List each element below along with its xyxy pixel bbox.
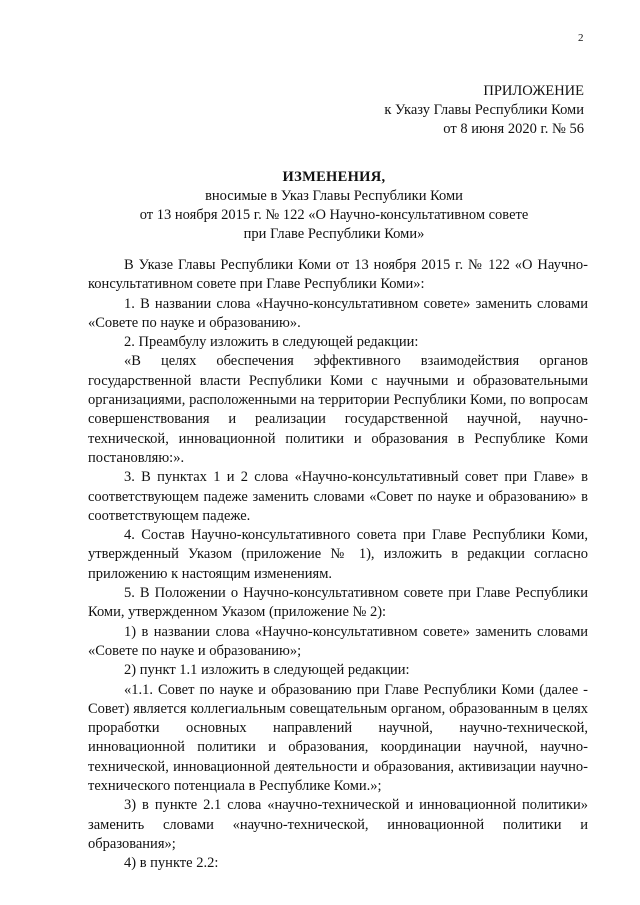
paragraph: 2. Преамбулу изложить в следующей редакции: — [124, 334, 419, 351]
paragraph: 2) пункт 1.1 изложить в следующей редакции: — [124, 662, 410, 679]
paragraph: 3) в пункте 2.1 слова «научно-технической и инновационной политики» заменить словами «научно-технической, инновационной политики и образования»; — [88, 797, 588, 852]
document-heading — [80, 168, 588, 244]
paragraph: 4. Состав Научно-консультативного совета при Главе Республики Коми, утвержденный Указом (приложение № 1), изложить в редакции согласно приложению к настоящим изменениям. — [88, 527, 588, 582]
paragraph: 3. В пунктах 1 и 2 слова «Научно-консультативный совет при Главе» в соответствующем падеже заменить словами «Совет по науке и образованию» в соответствующем падеже. — [88, 469, 588, 524]
appendix-decree-date: от 8 июня 2020 г. № 56 — [443, 121, 584, 137]
paragraph: 4) в пункте 2.2: — [124, 855, 219, 872]
heading-title: ИЗМЕНЕНИЯ, — [282, 169, 386, 185]
paragraph: В Указе Главы Республики Коми от 13 ноября 2015 г. № 122 «О Научно-консультативном совете при Главе Республики Коми»: — [88, 257, 588, 293]
document-body — [88, 256, 588, 874]
appendix-block — [384, 82, 584, 139]
appendix-decree-ref: к Указу Главы Республики Коми — [384, 102, 584, 118]
heading-line-3: при Главе Республики Коми» — [243, 226, 425, 242]
paragraph: 1. В названии слова «Научно-консультативном совете» заменить словами «Совете по науке и образованию». — [88, 295, 588, 331]
paragraph: «В целях обеспечения эффективного взаимодействия органов государственной власти Республики Коми с научными и образовательными организациями, расположенными на территории Республики Коми, по вопросам совершенствования и реализации государственной научной, научно-технической, инновационной политики и образования в Республике Коми постановляю:». — [88, 353, 588, 466]
paragraph: 1) в названии слова «Научно-консультативном совете» заменить словами «Совете по науке и образованию»; — [88, 623, 588, 659]
appendix-title: ПРИЛОЖЕНИЕ — [483, 83, 584, 99]
paragraph: 5. В Положении о Научно-консультативном совете при Главе Республики Коми, утвержденном Указом (приложение № 2): — [88, 585, 588, 621]
paragraph: «1.1. Совет по науке и образованию при Главе Республики Коми (далее - Совет) является коллегиальным совещательным органом, образованным в целях проработки основных направлений научной, научно-технической, инновационной политики и образования, координации научной, научно-технической, инновационной деятельности и образования, активизации научно-технического потенциала в Республике Коми.»; — [88, 681, 588, 795]
page-number: 2 — [578, 32, 584, 44]
heading-line-1: вносимые в Указ Главы Республики Коми — [205, 188, 463, 204]
heading-line-2: от 13 ноября 2015 г. № 122 «О Научно-консультативном совете — [139, 207, 529, 223]
